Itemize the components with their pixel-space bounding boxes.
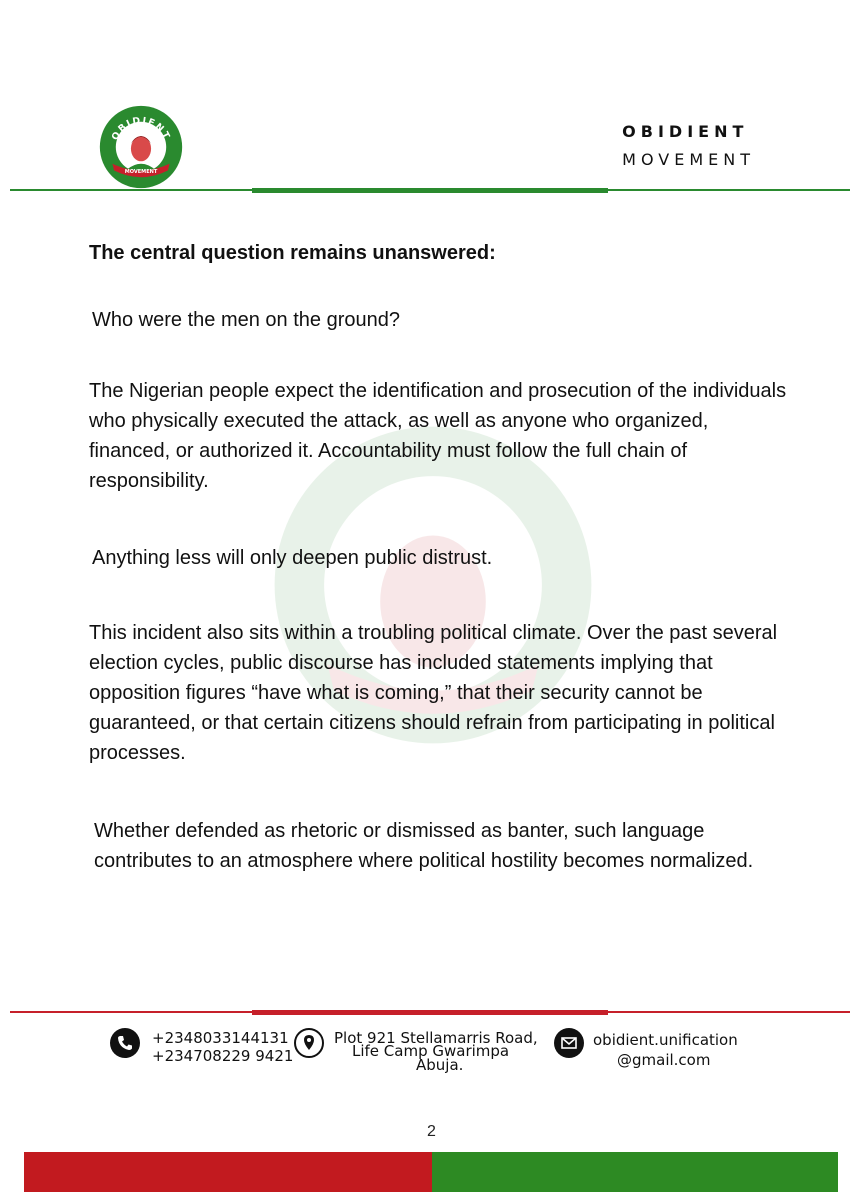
address-line-3: Abuja.	[416, 1056, 464, 1074]
footer-bar-green	[432, 1152, 838, 1192]
email-line-2: @gmail.com	[617, 1051, 711, 1069]
paragraph-rhetoric: Whether defended as rhetoric or dismissed as banter, such language contributes to an atmosphere where political hostility becomes normalized.	[94, 820, 754, 872]
brand-line-movement: MOVEMENT	[622, 150, 755, 169]
paragraph-political-climate: This incident also sits within a troubling political climate. Over the past several election cycles, public discourse has included statements implying that opposition figures “have what is coming,” that their security cannot be guaranteed, or that certain citizens should refrain from participating in political processes.	[89, 622, 778, 764]
footer-divider-accent	[252, 1010, 608, 1015]
brand-line-obidient: OBIDIENT	[622, 122, 749, 141]
paragraph-accountability: The Nigerian people expect the identification and prosecution of the individuals who physically executed the attack, as well as anyone who organized, financed, or authorized it. Accountability must follow the full chain of responsibility.	[89, 380, 787, 492]
page-number: 2	[427, 1123, 436, 1140]
email-line-1: obidient.unification	[593, 1031, 738, 1049]
section-heading: The central question remains unanswered:	[89, 242, 496, 264]
logo-text-top: OBIDIENT	[109, 115, 173, 143]
envelope-icon	[554, 1028, 584, 1058]
phone-number-2: +234708229 9421	[152, 1047, 294, 1065]
phone-number-1: +2348033144131	[152, 1029, 289, 1047]
paragraph-question: Who were the men on the ground?	[92, 309, 400, 331]
header-divider-accent	[252, 188, 608, 193]
obidient-logo	[99, 105, 183, 189]
logo-text-band: MOVEMENT	[124, 169, 158, 176]
address-line-2: Life Camp Gwarimpa	[352, 1042, 510, 1060]
address-line-1: Plot 921 Stellamarris Road,	[334, 1029, 538, 1047]
phone-icon	[110, 1028, 140, 1058]
paragraph-distrust: Anything less will only deepen public distrust.	[92, 547, 493, 569]
location-pin-icon	[294, 1028, 324, 1058]
brand-title	[622, 122, 755, 169]
footer-bar-red	[24, 1152, 432, 1192]
